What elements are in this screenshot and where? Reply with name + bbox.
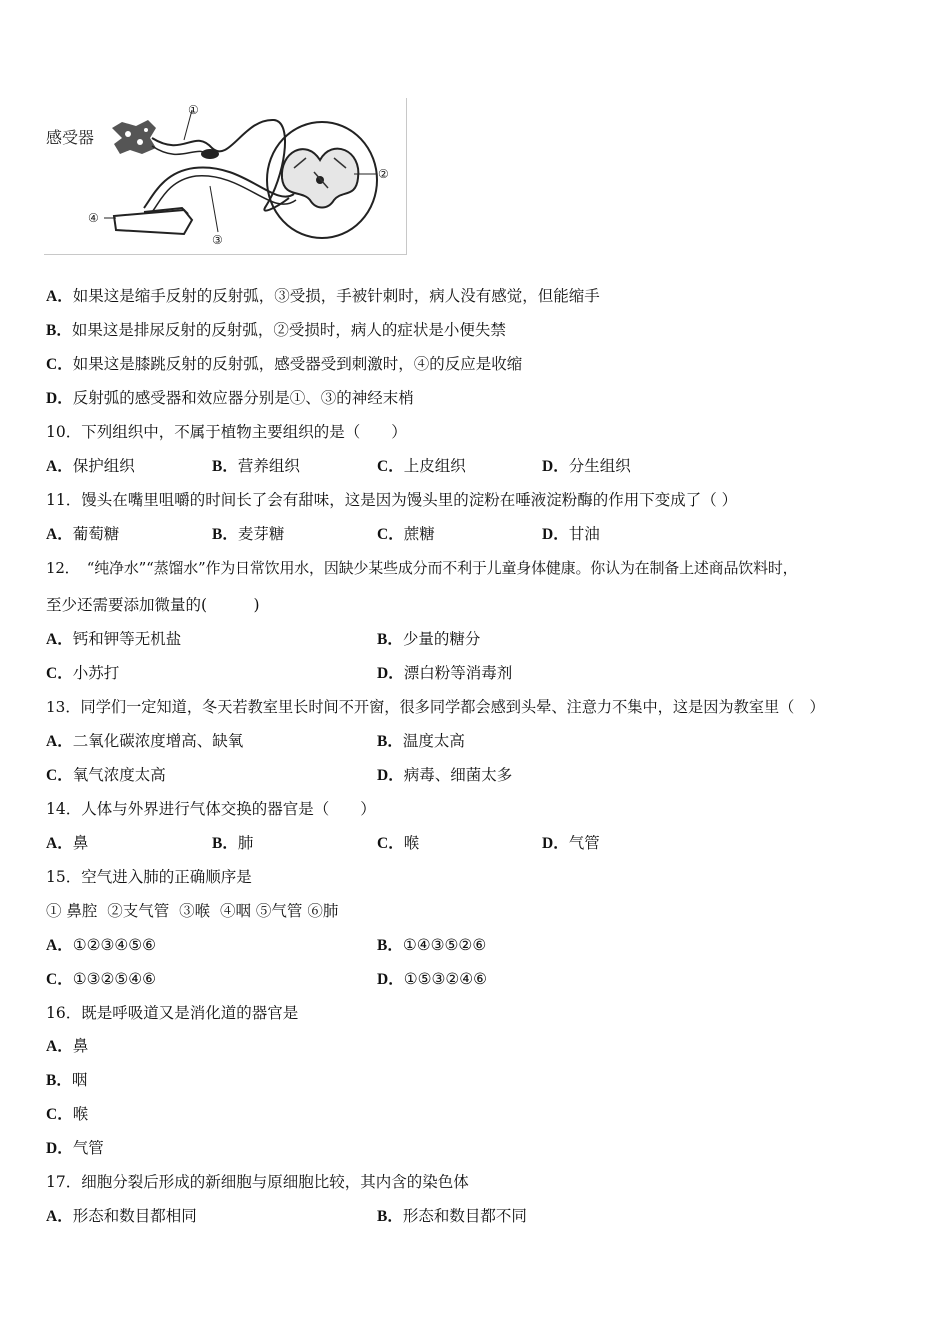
q14-option-c: C．喉 <box>377 834 420 852</box>
q14-option-b: B．肺 <box>212 834 254 852</box>
receptor-cluster <box>112 120 156 154</box>
q16-option-a: A．鼻 <box>46 1037 89 1055</box>
q16-stem: 16．既是呼吸道又是消化道的器官是 <box>46 1004 299 1022</box>
q9-option-b: B．如果这是排尿反射的反射弧，②受损时，病人的症状是小便失禁 <box>46 321 506 339</box>
q12-stem-line2: 至少还需要添加微量的( ) <box>46 596 260 614</box>
q10-stem: 10．下列组织中，不属于植物主要组织的是（ ） <box>46 423 407 441</box>
q13-option-c: C．氧气浓度太高 <box>46 766 166 784</box>
q14-option-a: A．鼻 <box>46 834 89 852</box>
q13-stem: 13．同学们一定知道，冬天若教室里长时间不开窗，很多同学都会感到头晕、注意力不集中，这是因为教室里（ ） <box>46 698 825 716</box>
q14-stem: 14．人体与外界进行气体交换的器官是（ ） <box>46 800 376 818</box>
q15-option-a: A．①②③④⑤⑥ <box>46 936 157 954</box>
q11-option-c: C．蔗糖 <box>377 525 435 543</box>
q15-option-c: C．①③②⑤④⑥ <box>46 970 157 988</box>
q9-option-c: C．如果这是膝跳反射的反射弧，感受器受到刺激时，④的反应是收缩 <box>46 355 523 373</box>
q11-option-d: D．甘油 <box>542 525 600 543</box>
q11-option-a: A．葡萄糖 <box>46 525 120 543</box>
q15-stem: 15．空气进入肺的正确顺序是 <box>46 868 252 886</box>
reflex-arc-diagram <box>44 98 406 254</box>
q12-stem-line1: 12． “纯净水”“蒸馏水”作为日常饮用水，因缺少某些成分而不利于儿童身体健康。你认为在制备上述商品饮料时， <box>46 559 798 577</box>
q14-option-d: D．气管 <box>542 834 600 852</box>
q16-option-d: D．气管 <box>46 1139 104 1157</box>
mark-3: ③ <box>212 233 223 247</box>
q9-option-a: A．如果这是缩手反射的反射弧，③受损，手被针刺时，病人没有感觉，但能缩手 <box>46 287 600 305</box>
q15-option-d: D．①⑤③②④⑥ <box>377 970 488 988</box>
q13-option-a: A．二氧化碳浓度增高、缺氧 <box>46 732 244 750</box>
q12-option-a: A．钙和钾等无机盐 <box>46 630 182 648</box>
q10-option-a: A．保护组织 <box>46 457 135 475</box>
reflex-arc-figure <box>44 98 407 255</box>
q11-option-b: B．麦芽糖 <box>212 525 285 543</box>
q17-option-a: A．形态和数目都相同 <box>46 1207 197 1225</box>
q15-items: ① 鼻腔 ②支气管 ③喉 ④咽 ⑤气管 ⑥肺 <box>46 902 339 920</box>
q13-option-b: B．温度太高 <box>377 732 465 750</box>
q10-option-d: D．分生组织 <box>542 457 631 475</box>
q12-option-b: B．少量的糖分 <box>377 630 481 648</box>
mark-4: ④ <box>88 211 99 225</box>
effector <box>114 208 192 234</box>
q10-option-b: B．营养组织 <box>212 457 300 475</box>
q9-option-d: D．反射弧的感受器和效应器分别是①、③的神经末梢 <box>46 389 414 407</box>
q13-option-d: D．病毒、细菌太多 <box>377 766 513 784</box>
receptor-label: 感受器 <box>46 128 95 147</box>
q16-option-b: B．咽 <box>46 1071 88 1089</box>
q12-option-c: C．小苏打 <box>46 664 120 682</box>
mark-2: ② <box>378 167 389 181</box>
q11-stem: 11．馒头在嘴里咀嚼的时间长了会有甜味，这是因为馒头里的淀粉在唾液淀粉酶的作用下变成了（ ） <box>46 491 738 509</box>
q16-option-c: C．喉 <box>46 1105 89 1123</box>
q15-option-b: B．①④③⑤②⑥ <box>377 936 487 954</box>
q12-option-d: D．漂白粉等消毒剂 <box>377 664 513 682</box>
ganglion <box>201 149 219 159</box>
q17-option-b: B．形态和数目都不同 <box>377 1207 527 1225</box>
q17-stem: 17．细胞分裂后形成的新细胞与原细胞比较，其内含的染色体 <box>46 1173 469 1191</box>
q10-option-c: C．上皮组织 <box>377 457 466 475</box>
spinal-cord <box>267 122 377 238</box>
mark-1: ① <box>188 103 199 117</box>
